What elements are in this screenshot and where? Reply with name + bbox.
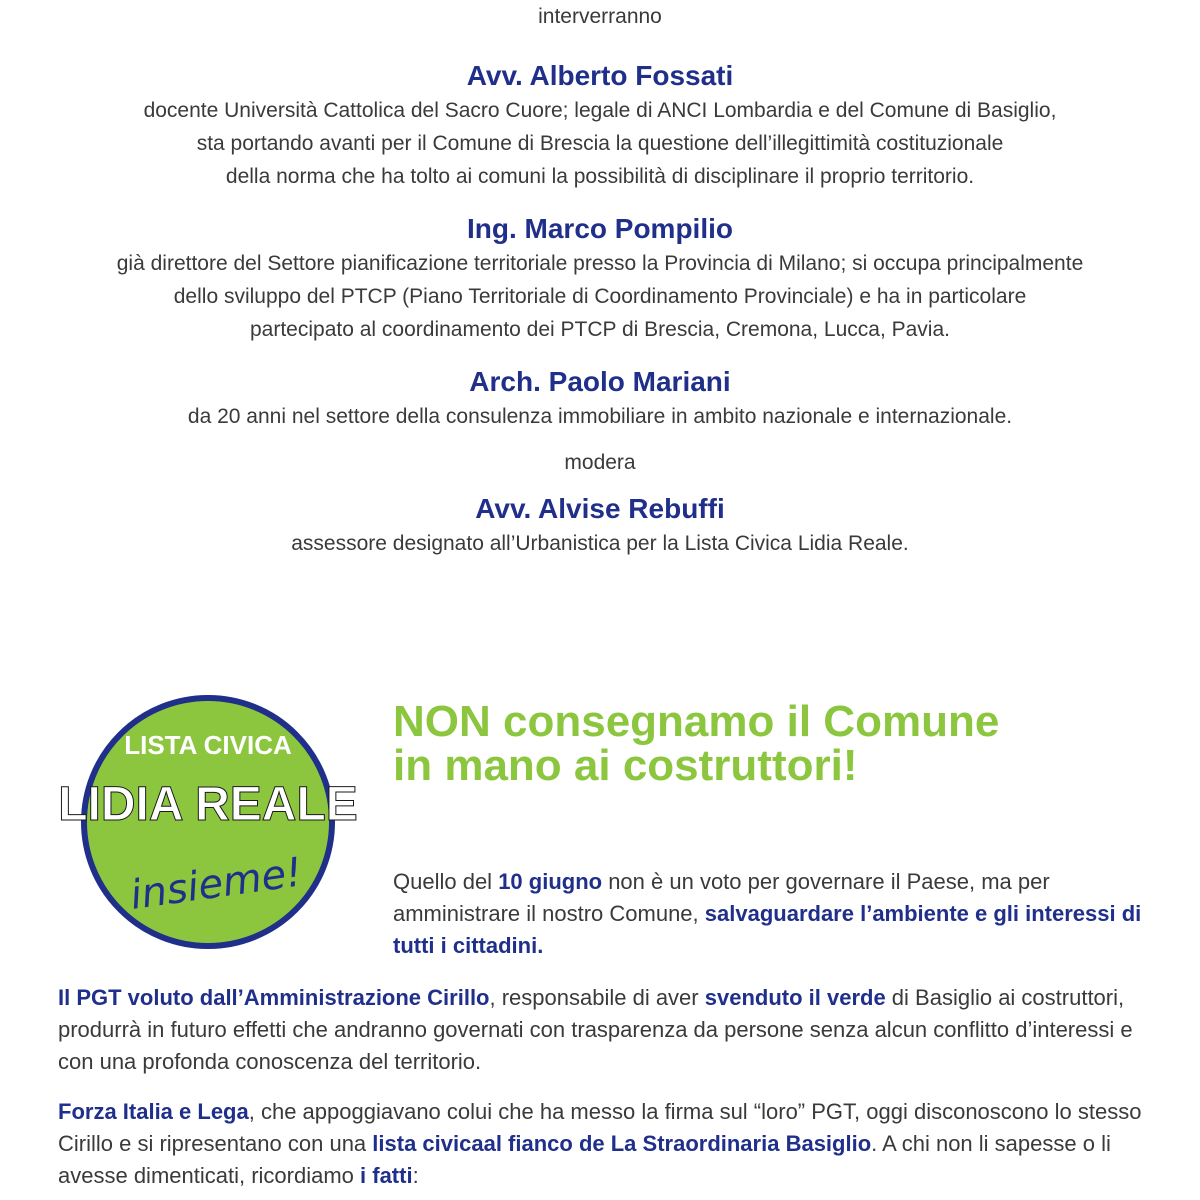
speaker-mariani — [30, 364, 1170, 433]
speaker-name: Ing. Marco Pompilio — [466, 213, 733, 244]
emphasis-text: 10 giugno — [498, 869, 603, 894]
moderator-rebuffi — [30, 491, 1170, 560]
paragraph-text: , che appoggiavano colui che ha messo la firma sul “loro” PGT, oggi disconoscono lo stesso Cirillo e si ripresentano con una — [58, 1099, 1142, 1156]
speaker-desc-line: già direttore del Settore pianificazione territoriale presso la Provincia di Milano; si occupa principalmente — [116, 252, 1084, 275]
moderator-name: Avv. Alvise Rebuffi — [475, 493, 725, 524]
lista-civica-logo — [58, 692, 383, 952]
paragraph-pgt — [58, 982, 1148, 1078]
emphasis-text: svenduto il verde — [704, 985, 886, 1010]
speaker-desc-line: partecipato al coordinamento dei PTCP di Brescia, Cremona, Lucca, Pavia. — [250, 318, 950, 341]
modera-label: modera — [564, 451, 636, 474]
speaker-desc-line: sta portando avanti per il Comune di Brescia la questione dell’illegittimità costituzionale — [196, 132, 1004, 155]
paragraph-text: , responsabile di aver — [489, 985, 705, 1010]
speaker-desc-line: docente Università Cattolica del Sacro Cuore; legale di ANCI Lombardia e del Comune di Basiglio, — [143, 99, 1057, 122]
paragraph-text: . A chi non li sapesse o li avesse dimenticati, ricordiamo — [58, 1131, 1111, 1188]
paragraph-vote — [393, 866, 1153, 962]
emphasis-text: salvaguardare l’ambiente e gli interessi di tutti i cittadini. — [393, 901, 1142, 958]
paragraph-text: : — [412, 1163, 419, 1188]
moderator-desc-line: assessore designato all’Urbanistica per la Lista Civica Lidia Reale. — [291, 532, 909, 555]
logo-line1: LISTA CIVICA — [124, 730, 292, 760]
speaker-name: Avv. Alberto Fossati — [466, 60, 734, 91]
speaker-desc-line: dello sviluppo del PTCP (Piano Territoriale di Coordinamento Provinciale) e ha in particolare — [173, 285, 1027, 308]
emphasis-text: al fianco de La Straordinaria Basiglio — [483, 1131, 872, 1156]
logo-line2: LIDIA REALE — [58, 778, 358, 831]
paragraph-text: Quello del — [393, 869, 499, 894]
speaker-pompilio — [30, 211, 1170, 346]
speaker-desc-line: da 20 anni nel settore della consulenza immobiliare in ambito nazionale e internazionale. — [187, 405, 1013, 428]
logo-tagline: insieme! — [127, 849, 305, 919]
emphasis-text: i fatti — [360, 1163, 413, 1188]
headline — [393, 697, 1163, 790]
headline-line: in mano ai costruttori! — [393, 741, 858, 790]
emphasis-text: Il PGT voluto dall’Amministrazione Cirillo — [58, 985, 490, 1010]
intro-text: interverranno — [538, 5, 662, 28]
speakers-section — [30, 58, 1170, 578]
paragraph-text: di Basiglio ai costruttori, produrrà in futuro effetti che andranno governati con trasparenza da persone senza alcun conflitto d’interessi e con una profonda conoscenza del territorio. — [58, 985, 1133, 1074]
speaker-fossati — [30, 58, 1170, 193]
speaker-desc-line: della norma che ha tolto ai comuni la possibilità di disciplinare il proprio territorio. — [225, 165, 975, 188]
emphasis-text: lista civica — [372, 1131, 484, 1156]
paragraph-forza-italia — [58, 1096, 1148, 1192]
speaker-name: Arch. Paolo Mariani — [469, 366, 731, 397]
emphasis-text: Forza Italia e Lega — [58, 1099, 249, 1124]
headline-line: NON consegnamo il Comune — [393, 697, 1000, 746]
paragraph-text: non è un voto per governare il Paese, ma per amministrare il nostro Comune, — [393, 869, 1050, 926]
